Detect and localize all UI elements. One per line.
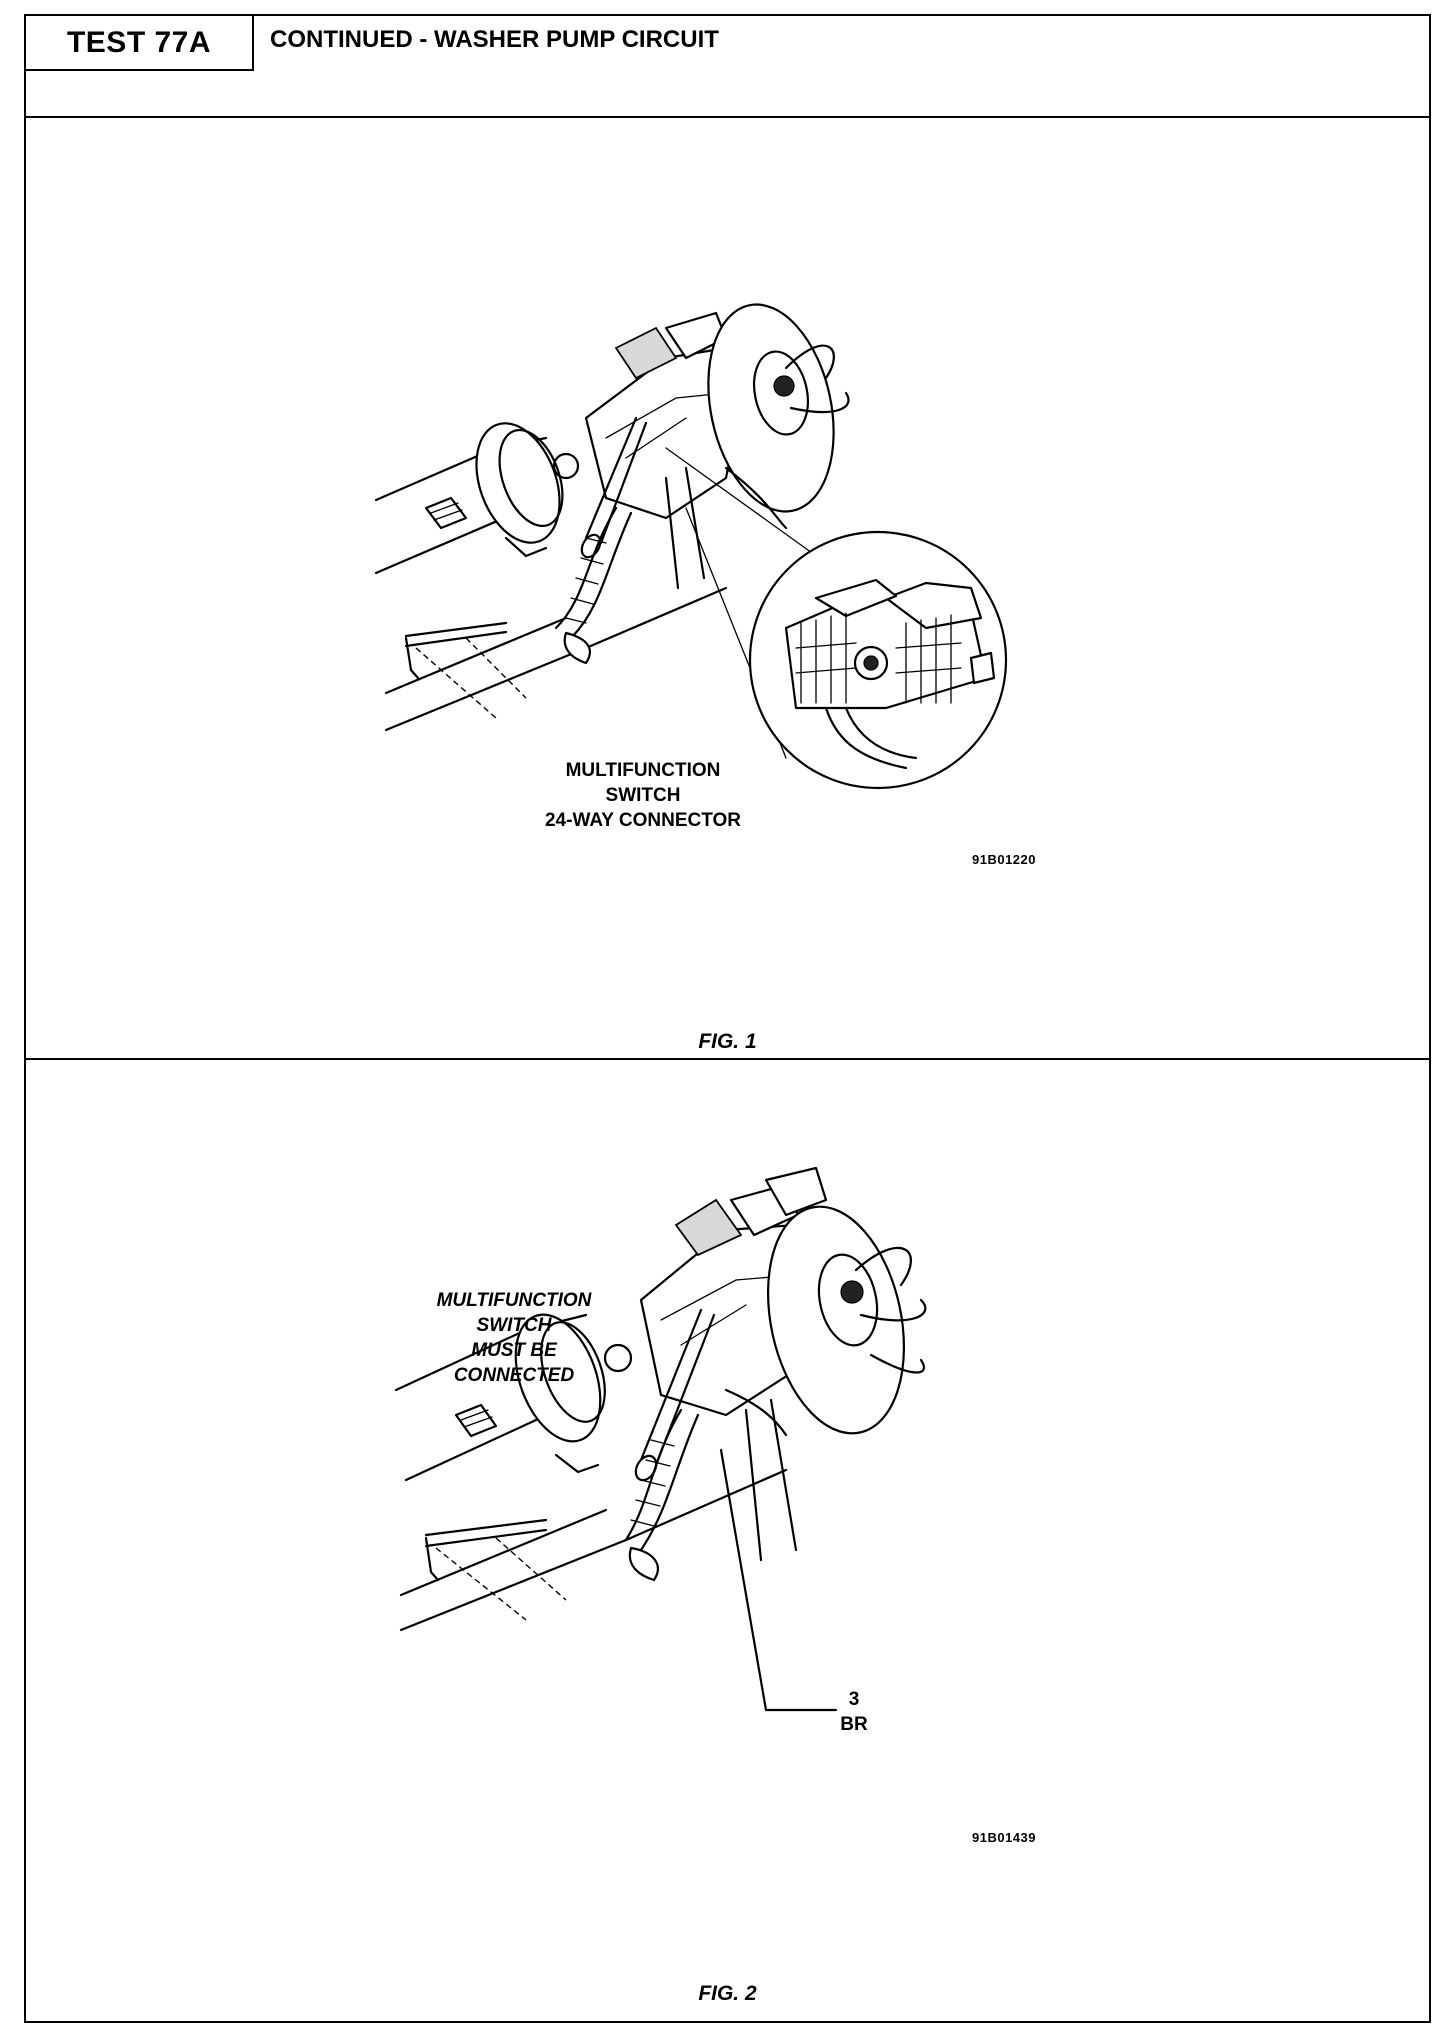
- connection-note-callout: MULTIFUNCTION SWITCH MUST BE CONNECTED: [436, 1290, 592, 1386]
- header: [26, 16, 1429, 118]
- document-page: [24, 14, 1431, 2023]
- figure-reference-number: 91B01220: [972, 852, 1036, 867]
- figure-1-label: FIG. 1: [698, 1030, 757, 1053]
- connector-callout: MULTIFUNCTION SWITCH 24-WAY CONNECTOR: [544, 760, 742, 831]
- figure-1-panel: [26, 118, 1429, 1060]
- figure-reference-number: 91B01439: [972, 1830, 1036, 1845]
- figure-2-panel: [26, 1060, 1429, 2022]
- test-id-box: TEST 77A: [26, 16, 254, 71]
- test-title: CONTINUED - WASHER PUMP CIRCUIT: [270, 26, 719, 53]
- figure-2-label: FIG. 2: [698, 1982, 757, 2005]
- wire-callout-3-br: 3 BR: [840, 1689, 868, 1735]
- steering-column-illustration-1: [26, 118, 1428, 1058]
- steering-column-illustration-2: [26, 1060, 1428, 2020]
